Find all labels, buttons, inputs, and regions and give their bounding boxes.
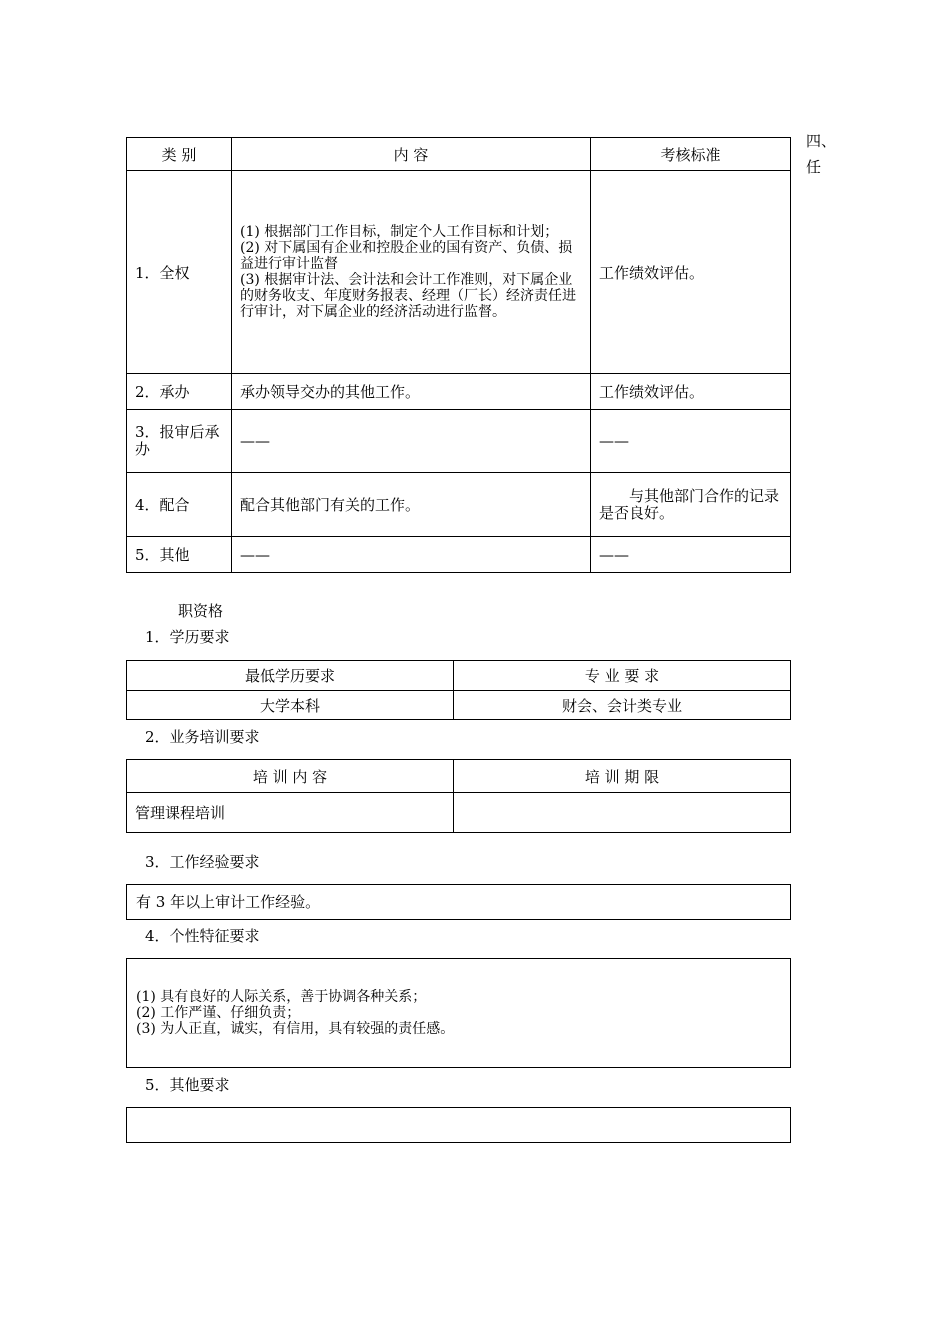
experience-heading: 3．工作经验要求 xyxy=(145,853,260,871)
header-category: 类 别 xyxy=(127,138,232,171)
training-header: 培 训 期 限 xyxy=(454,760,791,793)
education-header: 最低学历要求 xyxy=(127,661,454,691)
table-row xyxy=(127,410,791,473)
row-standard: 工作绩效评估。 xyxy=(591,374,791,410)
training-period xyxy=(454,793,791,833)
education-degree: 大学本科 xyxy=(127,691,454,720)
qualification-title: 职资格 xyxy=(178,602,224,620)
row-content: —— xyxy=(232,410,591,473)
row-standard: 与其他部门合作的记录是否良好。 xyxy=(591,473,791,537)
side-note-line: 四、 xyxy=(806,132,837,150)
table-row xyxy=(127,537,791,573)
side-note-line: 任 xyxy=(806,158,822,176)
training-table xyxy=(126,759,791,833)
row-category: 5．其他 xyxy=(127,537,232,573)
header-content: 内 容 xyxy=(232,138,591,171)
training-content: 管理课程培训 xyxy=(127,793,454,833)
table-row xyxy=(127,691,791,720)
row-standard: —— xyxy=(591,537,791,573)
row-content: 配合其他部门有关的工作。 xyxy=(232,473,591,537)
content-line: (1) 根据部门工作目标，制定个人工作目标和计划； xyxy=(240,224,559,240)
row-category: 4．配合 xyxy=(127,473,232,537)
personality-item: (2) 工作严谨、仔细负责； xyxy=(136,1005,301,1021)
education-heading: 1．学历要求 xyxy=(145,628,230,646)
personality-item: (3) 为人正直，诚实，有信用，具有较强的责任感。 xyxy=(136,1021,455,1037)
side-note xyxy=(806,128,836,180)
experience-text: 有 3 年以上审计工作经验。 xyxy=(136,893,321,911)
table-row xyxy=(127,793,791,833)
row-content: 承办领导交办的其他工作。 xyxy=(232,374,591,410)
row-content xyxy=(232,171,591,374)
row-standard: —— xyxy=(591,410,791,473)
header-standard: 考核标准 xyxy=(591,138,791,171)
training-header: 培 训 内 容 xyxy=(127,760,454,793)
other-box xyxy=(126,1107,791,1143)
table-header-row xyxy=(127,661,791,691)
table-row xyxy=(127,473,791,537)
personality-item: (1) 具有良好的人际关系，善于协调各种关系； xyxy=(136,989,427,1005)
row-category: 3．报审后承办 xyxy=(127,410,232,473)
table-row xyxy=(127,374,791,410)
education-major: 财会、会计类专业 xyxy=(454,691,791,720)
education-table xyxy=(126,660,791,720)
content-line: (2) 对下属国有企业和控股企业的国有资产、负债、损益进行审计监督 xyxy=(240,240,573,272)
personality-box xyxy=(126,958,791,1068)
row-standard: 工作绩效评估。 xyxy=(591,171,791,374)
row-category: 2．承办 xyxy=(127,374,232,410)
table-row xyxy=(127,171,791,374)
personality-heading: 4．个性特征要求 xyxy=(145,927,260,945)
responsibility-table xyxy=(126,137,791,573)
content-line: (3) 根据审计法、会计法和会计工作准则，对下属企业的财务收支、年度财务报表、经理（厂长）经济责任进行审计，对下属企业的经济活动进行监督。 xyxy=(240,272,576,320)
table-header-row xyxy=(127,138,791,171)
training-heading: 2．业务培训要求 xyxy=(145,728,260,746)
education-header: 专 业 要 求 xyxy=(454,661,791,691)
experience-box xyxy=(126,884,791,920)
row-category: 1．全权 xyxy=(127,171,232,374)
table-header-row xyxy=(127,760,791,793)
other-heading: 5．其他要求 xyxy=(145,1076,230,1094)
row-content: —— xyxy=(232,537,591,573)
